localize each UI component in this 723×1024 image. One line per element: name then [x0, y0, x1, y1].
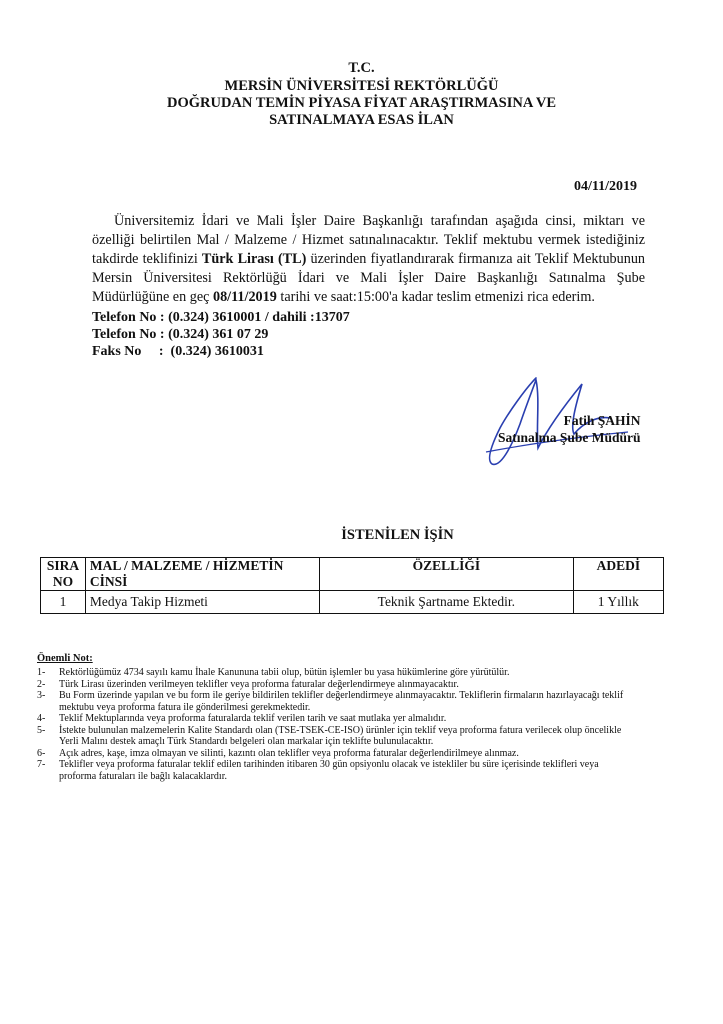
note-number: 3- [37, 690, 46, 701]
cell-item: Medya Takip Hizmeti [85, 591, 319, 614]
list-item [37, 679, 637, 691]
list-item [37, 667, 637, 679]
signer-name: Fatih ŞAHİN [563, 413, 641, 428]
list-item [37, 713, 637, 725]
cell-qty: 1 Yıllık [573, 591, 663, 614]
col-header-qty: ADEDİ [573, 558, 663, 591]
header-title-line1: DOĞRUDAN TEMİN PİYASA FİYAT ARAŞTIRMASINA VE [166, 95, 557, 111]
note-text: Rektörlüğümüz 4734 sayılı kamu İhale Kanununa tabii olup, bütün işlemler bu yasa hükümlerine göre yürütülür. [59, 667, 510, 678]
list-item [37, 725, 637, 748]
note-text: İstekte bulunulan malzemelerin Kalite Standardı olan (TSE-TSEK-CE-ISO) ürünler için teklif veya proforma fatura verilecek olup öncelikle Yerli Malını destek amaçlı Türk Standardı belgeleri olan markalar için teklifte bulunulacaktır. [59, 724, 622, 747]
items-table [40, 557, 664, 614]
note-text: Türk Lirası üzerinden verilmeyen teklifler veya proforma faturalar değerlendirmeye alınmayacaktır. [59, 678, 459, 690]
body-text-2: üzerinden fiyatlandırarak firmanıza ait Teklif Mektubunun Mersin Üniversitesi Rektörlüğü İdari ve Mali İşler Daire Başkanlığı Satınalma Şube Müdürlüğüne en geç [92, 251, 646, 305]
header-tc: T.C. [348, 60, 375, 76]
phone-1: Telefon No : (0.324) 3610001 / dahili :13707 [92, 310, 350, 325]
list-item [37, 748, 637, 760]
list-item [37, 759, 637, 782]
signer-title: Satınalma Şube Müdürü [498, 430, 641, 445]
col-header-item: MAL / MALZEME / HİZMETİN CİNSİ [85, 558, 319, 591]
note-number: 5- [37, 724, 46, 736]
col-header-spec: ÖZELLİĞİ [320, 558, 574, 591]
note-text: Teklifler veya proforma faturalar teklif edilen tarihinden itibaren 30 gün opsiyonlu olacak ve istekliler bu süre içerisinde teklifleri veya proforma faturaları ile bağlı kalacaklardır. [59, 759, 599, 782]
body-deadline: 08/11/2019 [212, 289, 277, 305]
list-item [37, 690, 637, 713]
fax: Faks No : (0.324) 3610031 [92, 344, 264, 359]
col-header-no: SIRA NO [41, 558, 86, 591]
table-row [41, 591, 664, 614]
note-number: 4- [37, 713, 46, 724]
note-number: 7- [37, 759, 46, 770]
phone-2: Telefon No : (0.324) 361 07 29 [92, 327, 269, 342]
body-currency: Türk Lirası (TL) [201, 251, 307, 267]
note-text: Bu Form üzerinde yapılan ve bu form ile geriye bildirilen teklifler değerlendirmeye alınmayacaktır. Tekliflerin firmaların hazırlayacağı teklif mektubu veya proforma fatura ile gönderilmesi gerekmektedir. [59, 690, 624, 713]
note-number: 6- [37, 747, 46, 759]
notes-list [37, 667, 637, 782]
cell-spec: Teknik Şartname Ektedir. [320, 591, 574, 614]
document-date: 04/11/2019 [573, 179, 637, 194]
body-text-1: Üniversitemiz İdari ve Mali İşler Daire Başkanlığı tarafından aşağıda cinsi, miktarı ve özelliği belirtilen Mal / Malzeme / Hizmet satınalınacaktır. Teklif mektubu vermek istediğiniz takdirde teklifinizi [92, 213, 645, 267]
note-text: Teklif Mektuplarında veya proforma faturalarda teklif verilen tarih ve saat mutlaka yer almalıdır. [59, 713, 447, 724]
note-number: 1- [37, 667, 46, 678]
signer-block [498, 412, 641, 446]
body-text-3: tarihi ve saat:15:00'a kadar teslim etmenizi rica ederim. [276, 289, 595, 305]
table-title: İSTENİLEN İŞİN [341, 527, 454, 543]
note-number: 2- [37, 678, 46, 690]
cell-no: 1 [41, 591, 86, 614]
notes-title: Önemli Not: [37, 653, 93, 664]
body-paragraph [92, 212, 645, 307]
note-text: Açık adres, kaşe, imza olmayan ve silinti, kazıntı olan teklifler veya proforma faturalar değerlendirilmeye alınmaz. [59, 747, 519, 759]
table-header-row [41, 558, 664, 591]
contact-block [92, 309, 350, 360]
header-university: MERSİN ÜNİVERSİTESİ REKTÖRLÜĞÜ [224, 78, 499, 94]
header-title-line2: SATINALMAYA ESAS İLAN [269, 112, 454, 128]
